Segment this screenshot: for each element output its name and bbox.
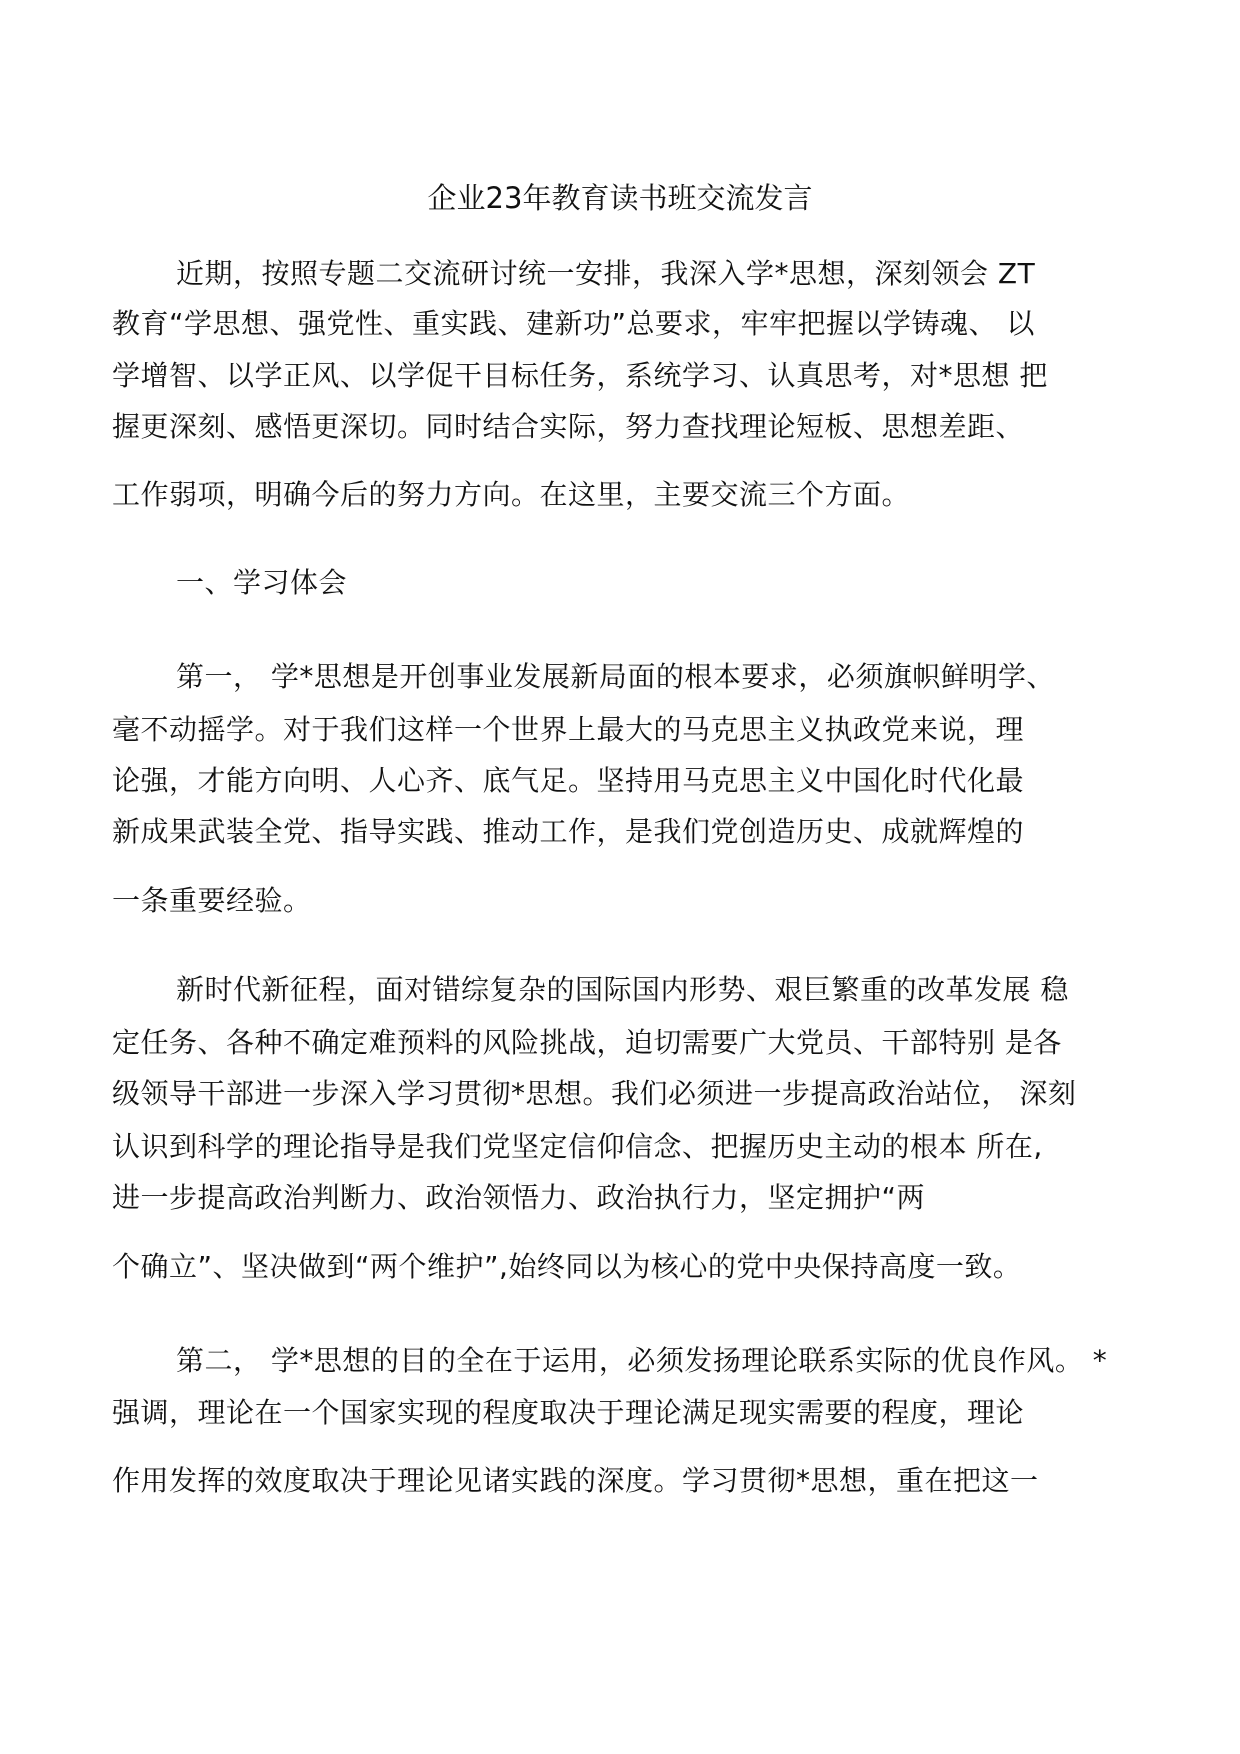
paragraph-1-line-5: 工作弱项，明确今后的努力方向。在这里，主要交流三个方面。 — [112, 478, 911, 511]
paragraph-2-line-4: 新成果武装全党、指导实践、推动工作，是我们党创造历史、成就辉煌的 — [112, 815, 1025, 848]
paragraph-1-line-4: 握更深刻、感悟更深切。同时结合实际，努力查找理论短板、思想差距、 — [112, 410, 1025, 443]
paragraph-4-line-3: 作用发挥的效度取决于理论见诸实践的深度。学习贯彻*思想，重在把这一 — [112, 1464, 1039, 1497]
paragraph-2-line-3: 论强，才能方向明、人心齐、底气足。坚持用马克思主义中国化时代化最 — [112, 764, 1025, 797]
paragraph-3-line-2: 定任务、各种不确定难预料的风险挑战，迫切需要广大党员、干部特别 是各 — [112, 1026, 1062, 1059]
paragraph-3-line-6: 个确立”、坚决做到“两个维护”,始终同以为核心的党中央保持高度一致。 — [112, 1250, 1022, 1283]
paragraph-2-line-5: 一条重要经验。 — [112, 884, 312, 917]
paragraph-4-line-2: 强调，理论在一个国家实现的程度取决于理论满足现实需要的程度，理论 — [112, 1396, 1025, 1429]
paragraph-2-line-2: 毫不动摇学。对于我们这样一个世界上最大的马克思主义执政党来说，理 — [112, 713, 1025, 746]
paragraph-3-line-1: 新时代新征程，面对错综复杂的国际国内形势、艰巨繁重的改革发展 稳 — [176, 973, 1069, 1006]
paragraph-1-line-3: 学增智、以学正风、以学促干目标任务，系统学习、认真思考，对*思想 把 — [112, 359, 1048, 392]
paragraph-4-line-1: 第二， 学*思想的目的全在于运用，必须发扬理论联系实际的优良作风。 * — [176, 1344, 1108, 1377]
paragraph-3-line-5: 进一步提高政治判断力、政治领悟力、政治执行力，坚定拥护“两 — [112, 1181, 926, 1214]
paragraph-2-line-1: 第一， 学*思想是开创事业发展新局面的根本要求，必须旗帜鲜明学、 — [176, 660, 1055, 693]
document-title: 企业23年教育读书班交流发言 — [427, 181, 813, 215]
paragraph-3-line-3: 级领导干部进一步深入学习贯彻*思想。我们必须进一步提高政治站位， 深刻 — [112, 1077, 1077, 1110]
paragraph-3-line-4: 认识到科学的理论指导是我们党坚定信仰信念、把握历史主动的根本 所在, — [112, 1130, 1043, 1163]
paragraph-1-line-2: 教育“学思想、强党性、重实践、建新功”总要求，牢牢把握以学铸魂、 以 — [112, 307, 1035, 340]
section-heading: 一、学习体会 — [176, 566, 348, 599]
paragraph-1-line-1: 近期，按照专题二交流研讨统一安排，我深入学*思想，深刻领会 ZT — [176, 257, 1036, 290]
